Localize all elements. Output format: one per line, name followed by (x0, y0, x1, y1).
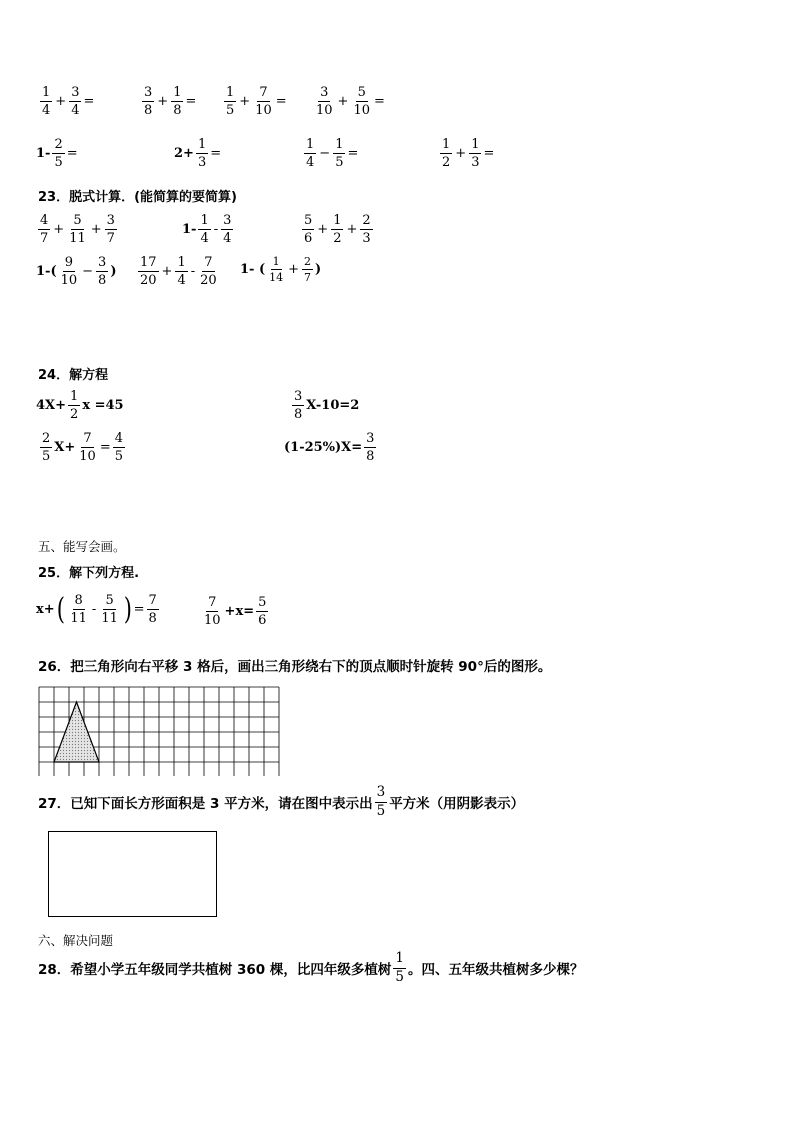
q24-expr-2: $\frac{3}{8}$ X-10=2 (294, 389, 360, 422)
q24-expr-1: 4X+ $\frac{1}{2}$ x =45 (36, 389, 124, 422)
fraction: $\frac{2}{5}$ (54, 137, 63, 170)
q25-expr-2: $\frac{7}{10}$ +x= $\frac{5}{6}$ (204, 595, 267, 628)
fraction: $\frac{1}{3}$ (471, 137, 480, 170)
section-6-heading: 六、解决问题 (38, 933, 114, 948)
q27-title: 27．已知下面长方形面积是 3 平方米，请在图中表示出 $\frac{3}{5}$ 平方米（用阴影表示） (38, 784, 525, 819)
fraction: $\frac{1}{5}$ (226, 85, 235, 118)
q25-expr-1: x+ ( $\frac{8}{11}$ - $\frac{5}{11}$ ) = $\frac{7}{8}$ (36, 591, 157, 627)
section-5-heading: 五、能写会画。 (38, 539, 126, 554)
expr-r2-1: 1- $\frac{2}{5}$ = (36, 137, 78, 170)
fraction: $\frac{3}{10}$ (316, 85, 333, 118)
fraction: $\frac{1}{8}$ (173, 85, 182, 118)
fraction: $\frac{1}{5}$ (335, 137, 344, 170)
fraction: $\frac{3}{4}$ (71, 85, 80, 118)
expr-r2-3: $\frac{1}{4}$ − $\frac{1}{5}$ = (306, 137, 359, 170)
fraction: $\frac{1}{2}$ (442, 137, 451, 170)
q23-expr-5: $\frac{17}{20}$ + $\frac{1}{4}$ - $\frac{7}{20}$ (140, 255, 217, 288)
q23-expr-1: $\frac{4}{7}$ + $\frac{5}{11}$ + $\frac{3}{7}$ (40, 213, 115, 246)
q24-title: 24．解方程 (38, 368, 109, 383)
q23-title: 23．脱式计算．(能简算的要简算) (38, 190, 237, 205)
expr-r1-3: $\frac{1}{5}$ + $\frac{7}{10}$ = (226, 85, 287, 118)
q26-title: 26．把三角形向右平移 3 格后，画出三角形绕右下的顶点顺时针旋转 90°后的图形。 (38, 659, 552, 675)
q23-expr-2: 1- $\frac{1}{4}$ - $\frac{3}{4}$ (182, 213, 232, 246)
q23-expr-6: 1- ( $\frac{1}{14}$ + $\frac{2}{7}$ ) (240, 255, 322, 284)
rectangle-shape (48, 831, 217, 917)
expr-r2-4: $\frac{1}{2}$ + $\frac{1}{3}$ = (442, 137, 495, 170)
q23-expr-3: $\frac{5}{6}$ + $\frac{1}{2}$ + $\frac{2}{3}$ (304, 213, 371, 246)
fraction: $\frac{7}{10}$ (255, 85, 272, 118)
fraction: $\frac{5}{10}$ (353, 85, 370, 118)
q24-expr-3: $\frac{2}{5}$ X+ $\frac{7}{10}$ = $\frac{4}{5}$ (42, 431, 123, 464)
expr-r2-2: 2+ $\frac{1}{3}$ = (174, 137, 222, 170)
fraction: $\frac{3}{8}$ (144, 85, 153, 118)
expr-r1-2: $\frac{3}{8}$ + $\frac{1}{8}$ = (144, 85, 197, 118)
fraction: $\frac{1}{4}$ (42, 85, 51, 118)
q28-title: 28．希望小学五年级同学共植树 360 棵，比四年级多植树 $\frac{1}{5}$ 。四、五年级共植树多少棵？ (38, 950, 584, 985)
expr-r1-1: $\frac{1}{4}$ + $\frac{3}{4}$ = (42, 85, 95, 118)
q24-expr-4: (1-25%)X= $\frac{3}{8}$ (284, 431, 375, 464)
fraction: $\frac{1}{4}$ (306, 137, 315, 170)
expr-r1-4: $\frac{3}{10}$ + $\frac{5}{10}$ = (316, 85, 385, 118)
fraction: $\frac{1}{3}$ (197, 137, 207, 170)
q25-title: 25．解下列方程. (38, 566, 140, 581)
q26-grid (38, 686, 280, 776)
q23-expr-4: 1-( $\frac{9}{10}$ − $\frac{3}{8}$ ) (36, 255, 117, 288)
